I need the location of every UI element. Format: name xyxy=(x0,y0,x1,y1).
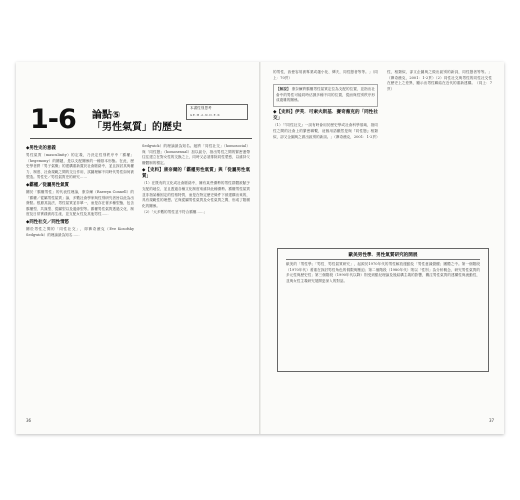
sidebar-box-text: 歐美的「男性學」「男性．男性氣質研究」，起源於1970年代的男性解放運動及「男性意識覺醒」團體之中。第一個階段（1970年代）著重在探討男性角色的侷限與壓迫；第二個階段（1980年代）則以「性別」為分析概念，研究男性氣質的多元性與歷史性；第三個階段（1990年代以降）則受到酷兒理論及後結構主義的影響，關注男性氣質的建構性與流動性，並與女性主義研究展開更深入的對話。 xyxy=(286,262,480,283)
chapter-title-line1: 論點⑤ xyxy=(92,110,121,121)
section-paragraph: 的男性，致使容易被專業或趨小化、傳夫，同性戀者等等。」（同上：70頁） xyxy=(273,70,378,80)
section-paragraph: Sedgwick）的理論最為知名。她將「同性社交」（homosocial）與「同性戀」（homosexual）加以區分，指出男性之間的緊密連帶往往建立在對女性的交換之上，同時又必須排除同性愛慾，以維持父權體制的穩定。 xyxy=(142,144,250,165)
right-column-1 xyxy=(273,70,378,141)
left-page xyxy=(16,62,259,434)
sidebar-box xyxy=(277,248,489,372)
section-paragraph: 關於男性之間的「同性社交」，即賽奇薇克（Eve Kosofsky Sedgwick）的理論最為知名…… xyxy=(26,226,134,237)
section-heading: ◆同性社交／同性情慾 xyxy=(26,219,69,225)
left-column-1 xyxy=(26,144,134,239)
series-tag-label: 本書性別思考 xyxy=(190,106,212,110)
page-number-left: 36 xyxy=(26,418,32,423)
heading-rule xyxy=(30,138,252,139)
section-paragraph: 關於「霸權男性」的代表性理論，康奈爾（Raewyn Connell）的「霸權／從屬男性氣質」論，多數社會學家與性別研究者皆以此為出發點。根據其說法，男性氣質並非單一，而是存在著多種型態，包含霸權型、共謀型、從屬型以及邊緣型等。霸權男性氣質透過文化、制度及日常實踐被再生產，並支配女性及其他男性…… xyxy=(26,189,134,217)
sidebar-box-title: 歐美男性學．男性氣質研究的開展 xyxy=(348,253,418,258)
note-box xyxy=(273,84,378,107)
section-paragraph: （2）「大多數的男性並不符合霸權……」 xyxy=(142,210,208,215)
right-column-2 xyxy=(387,70,492,93)
section-paragraph: 男性氣質（masculinity）的定義，乃決定性別秩序中「霸權」（hegemony）的關鍵，是以支配關係的一種基本形態。在此，歷史學者將「男子氣概」的建構重新置於社會脈絡中，並且探討其與權力、制度、社會規範之間的交互作用，試圖理解不同時代男性如何被塑造。男性史／男性氣質史的研究…… xyxy=(26,153,134,180)
section-paragraph: 性，相類似，卻又企圖與之做出區別的新詞，同性戀者等等。」（賽奇薇克，2001：1-2頁）（2）同性社交與男性的同性社交性在歷史上之差異，顯示出男性聯結在近代的重新建構。（同上：7頁） xyxy=(387,70,492,91)
series-tag-code: GE·M·A·N·D·E·R xyxy=(190,113,221,117)
page-number-right: 37 xyxy=(489,418,495,423)
section-heading: ◆【史料】康奈爾的「霸權男性氣質」與「從屬男性氣質」 xyxy=(142,168,250,180)
sidebar-box-rule xyxy=(286,259,480,260)
chapter-title-line2: 「男性氣質」的歷史 xyxy=(92,122,182,133)
section-paragraph: （1）在既有的文化或社會脈絡中，擁有某些優勢的男性群體被賦予支配的地位，並且透過各種文化制度來維持此種優勢。霸權男性氣質並非指某種固定的性格特質，而是在特定歷史條件下被建構出來的，具有規範性的理想。它與從屬男性氣質及女性氣質之間，形成了階層化的關係。 xyxy=(142,181,250,208)
section-heading: ◆霸權／從屬男性氣質 xyxy=(26,182,69,188)
note-label: 【解說】 xyxy=(276,87,291,92)
section-heading: ◆【史料】伊芙．可索夫斯基．賽奇薇克的「同性社交」 xyxy=(273,109,378,122)
section-paragraph: （1）「『同性社交』一詞有時會用於歷史學或社會科學領域，指同性之間的社會上的緊密聯繫，這個用語顯然是與『同性戀』相類似，卻又企圖與之做出區別的新詞。」（賽奇薇克，2001：1-2頁） xyxy=(273,123,380,139)
series-tag xyxy=(186,104,248,120)
left-column-2 xyxy=(142,144,250,217)
section-heading: ◆男性史的意義 xyxy=(26,146,56,151)
note-text: 康奈爾將霸權男性氣質定位為支配的位置，並指出社會中的男性可能同時佔據多種不同的位置，從而與性別秩序形成複雜的關係。 xyxy=(276,87,376,103)
chapter-number: 1-6 xyxy=(30,104,76,135)
